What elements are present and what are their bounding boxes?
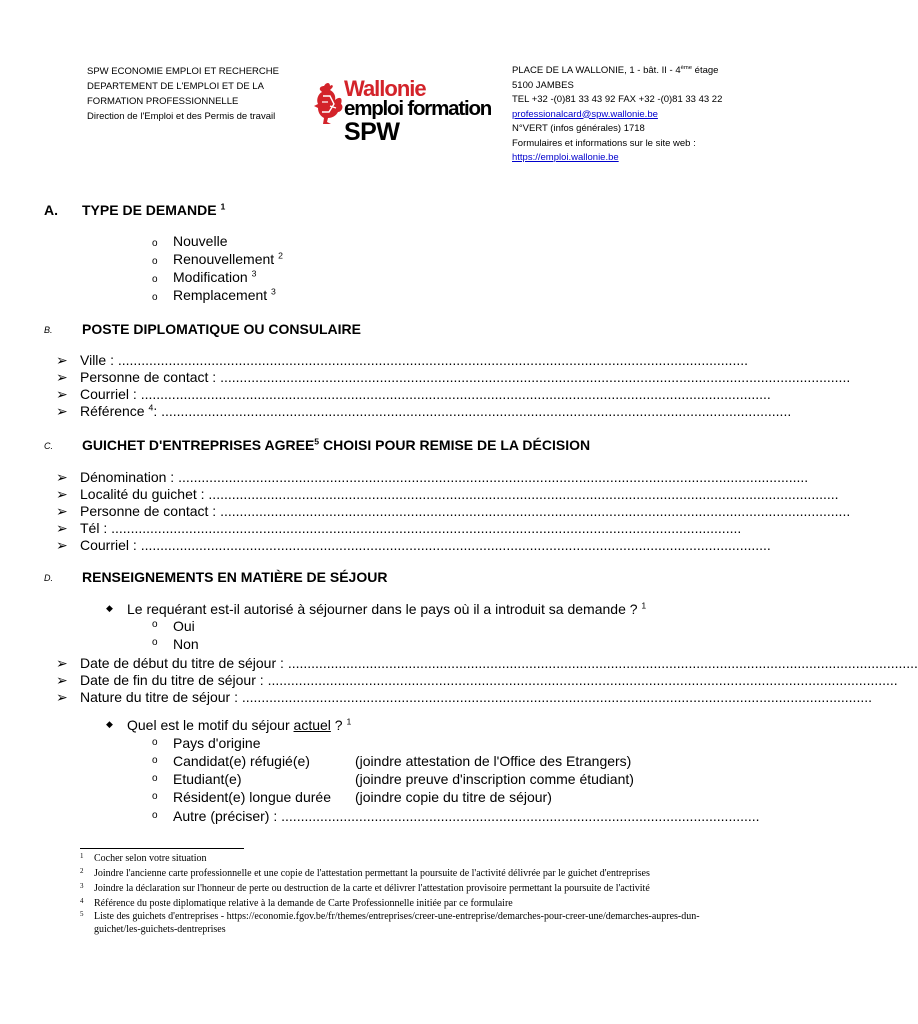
circle-bullet-icon: o (152, 755, 158, 766)
question-autorise-sejour: Le requérant est-il autorisé à séjourner dans le pays où il a introduit sa demande ? $^1$ (127, 600, 647, 617)
diamond-bullet-icon: ◆ (106, 603, 113, 613)
website-link[interactable]: https://emploi.wallonie.be (512, 152, 619, 163)
option-autre[interactable]: Autre (préciser) : ........................................................................................................................... (173, 808, 760, 824)
option-pays-origine[interactable]: Pays d'origine (173, 735, 261, 751)
field-nature-titre[interactable]: ➢ Nature du titre de séjour : .................................................................................................................................................................. (56, 689, 872, 705)
circle-bullet-icon: o (152, 274, 158, 285)
footnote-2: 2 Joindre l'ancienne carte professionnelle et une copie de l'attestation permettant la poursuite de l'activité délivrée par le guichet d'entreprises (80, 867, 650, 879)
circle-bullet-icon: o (152, 737, 158, 748)
rooster-icon (310, 82, 344, 126)
diamond-bullet-icon: ◆ (106, 719, 113, 729)
section-d-title: RENSEIGNEMENTS EN MATIÈRE DE SÉJOUR (82, 569, 388, 585)
field-personne-contact[interactable]: ➢ Personne de contact : .................................................................................................................................................................. (56, 369, 851, 385)
arrow-bullet-icon: ➢ (56, 403, 68, 419)
arrow-bullet-icon: ➢ (56, 486, 68, 502)
section-c-title: GUICHET D'ENTREPRISES AGREE$^5$ CHOISI POUR REMISE DE LA DÉCISION (82, 436, 591, 453)
phone-fax-line: TEL +32 -(0)81 33 43 92 FAX +32 -(0)81 33 43 22 (512, 94, 723, 105)
arrow-bullet-icon: ➢ (56, 520, 68, 536)
footnote-separator (80, 848, 244, 849)
option-nouvelle[interactable] (152, 233, 158, 249)
header-org-line-2: DEPARTEMENT DE L'EMPLOI ET DE LA (87, 81, 264, 92)
logo-wallonie-text: Wallonie (344, 76, 426, 101)
logo-spw-text: SPW (344, 117, 400, 146)
field-localite-guichet[interactable]: ➢ Localité du guichet : .................................................................................................................................................................. (56, 486, 839, 502)
field-tel[interactable]: ➢ Tél : .................................................................................................................................................................. (56, 520, 742, 536)
note-resident: (joindre copie du titre de séjour) (355, 789, 552, 805)
arrow-bullet-icon: ➢ (56, 537, 68, 553)
arrow-bullet-icon: ➢ (56, 672, 68, 688)
section-d-letter: D. (44, 573, 53, 583)
wallonie-logo (310, 78, 500, 150)
footnote-3: 3 Joindre la déclaration sur l'honneur de perte ou destruction de la carte et délivrer l'attestation provisoire permettant la poursuite de l'activité (80, 882, 650, 894)
header-org-line-1: SPW ECONOMIE EMPLOI ET RECHERCHE (87, 66, 279, 77)
field-ville[interactable]: ➢ Ville : .................................................................................................................................................................. (56, 352, 748, 368)
section-letter: A. (44, 202, 58, 218)
option-resident-longue-duree[interactable]: Résident(e) longue durée (173, 789, 331, 805)
circle-bullet-icon: o (152, 619, 158, 630)
logo-emploi-text: emploi formation (344, 97, 492, 120)
arrow-bullet-icon: ➢ (56, 352, 68, 368)
field-denomination[interactable]: ➢ Dénomination : .................................................................................................................................................................. (56, 469, 809, 485)
address-line-2: 5100 JAMBES (512, 79, 574, 91)
option-oui[interactable]: Oui (173, 618, 195, 634)
note-etudiant: (joindre preuve d'inscription comme étudiant) (355, 771, 634, 787)
option-renouvellement[interactable] (152, 251, 158, 267)
circle-bullet-icon: o (152, 637, 158, 648)
circle-bullet-icon: o (152, 256, 158, 267)
question-motif-sejour: Quel est le motif du séjour actuel ? $^1$ (127, 716, 352, 733)
section-b-letter: B. (44, 325, 53, 335)
field-courriel[interactable]: ➢ Courriel : .................................................................................................................................................................. (56, 386, 771, 402)
header-org-line-4: Direction de l'Emploi et des Permis de travail (87, 111, 276, 122)
footnote-4: 4 Référence du poste diplomatique relative à la demande de Carte Professionnelle initiée par ce formulaire (80, 897, 513, 909)
option-non[interactable]: Non (173, 636, 199, 652)
circle-bullet-icon: o (152, 773, 158, 784)
arrow-bullet-icon: ➢ (56, 655, 68, 671)
arrow-bullet-icon: ➢ (56, 469, 68, 485)
footnote-5: 5 Liste des guichets d'entreprises - https://economie.fgov.be/fr/themes/entreprises/creer-une-entreprise/demarches-pour-creer-une/demarches-aupres-dun-guichet/les-guichets-dentreprises (80, 910, 700, 935)
option-modification[interactable] (152, 269, 158, 285)
header-left-block (87, 64, 279, 124)
arrow-bullet-icon: ➢ (56, 369, 68, 385)
field-courriel-guichet[interactable]: ➢ Courriel : .................................................................................................................................................................. (56, 537, 771, 553)
section-b-title: POSTE DIPLOMATIQUE OU CONSULAIRE (82, 321, 361, 337)
footnotes (80, 852, 740, 936)
header-right-block (512, 64, 722, 166)
forms-info: Formulaires et informations sur le site web : (512, 137, 696, 149)
option-candidat-refugie[interactable]: Candidat(e) réfugié(e) (173, 753, 310, 769)
header-org-line-3: FORMATION PROFESSIONNELLE (87, 96, 239, 107)
section-a-title: TYPE DE DEMANDE $^1$ (82, 201, 226, 218)
circle-bullet-icon: o (152, 238, 158, 249)
numero-vert: N°VERT (infos générales) 1718 (512, 123, 645, 134)
section-a-heading (44, 202, 58, 218)
field-personne-contact-guichet[interactable]: ➢ Personne de contact : .................................................................................................................................................................. (56, 503, 851, 519)
circle-bullet-icon: o (152, 292, 158, 303)
arrow-bullet-icon: ➢ (56, 503, 68, 519)
circle-bullet-icon: o (152, 791, 158, 802)
option-etudiant[interactable]: Etudiant(e) (173, 771, 242, 787)
option-remplacement[interactable] (152, 287, 158, 303)
note-candidat-refugie: (joindre attestation de l'Office des Etrangers) (355, 753, 632, 769)
address-line-1: PLACE DE LA WALLONIE, 1 - bât. II - 4ème étage (512, 64, 719, 76)
field-date-fin[interactable]: ➢ Date de fin du titre de séjour : .................................................................................................................................................................. (56, 672, 898, 688)
arrow-bullet-icon: ➢ (56, 386, 68, 402)
section-c-letter: C. (44, 441, 53, 451)
email-link[interactable]: professionalcard@spw.wallonie.be (512, 108, 658, 120)
arrow-bullet-icon: ➢ (56, 689, 68, 705)
footnote-1: 1 Cocher selon votre situation (80, 852, 207, 864)
circle-bullet-icon: o (152, 810, 158, 821)
field-reference[interactable]: ➢ Référence $^4$: .................................................................................................................................................................. (56, 402, 792, 419)
field-date-debut[interactable]: ➢ Date de début du titre de séjour : .................................................................................................................................................................. (56, 655, 918, 671)
